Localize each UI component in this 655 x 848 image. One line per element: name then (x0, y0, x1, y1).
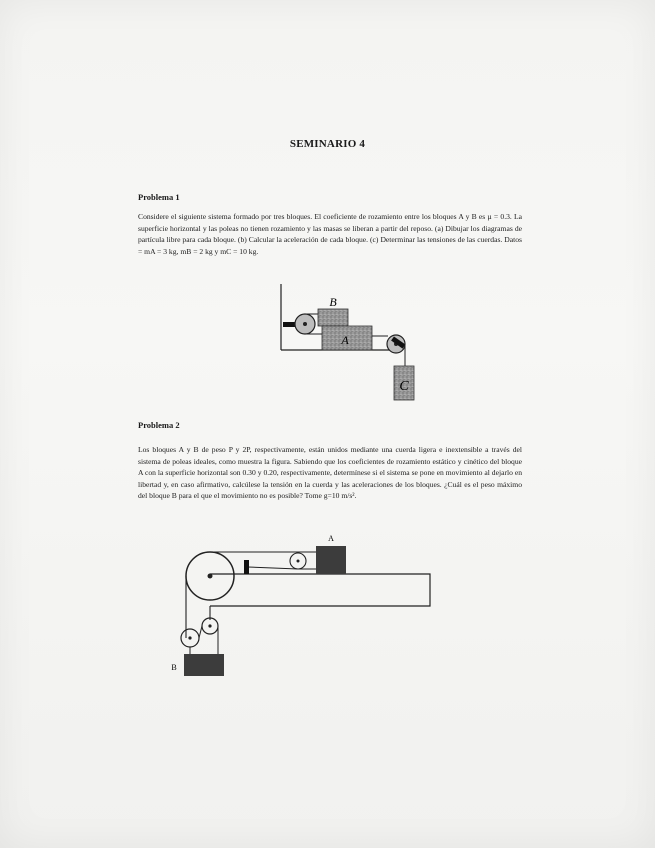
label-b: B (171, 663, 177, 672)
label-a: A (328, 534, 334, 543)
table-outline (210, 574, 430, 606)
problem-1-figure (278, 284, 418, 406)
page-title: SEMINARIO 4 (289, 138, 366, 150)
problem-2-heading: Problema 2 (138, 420, 180, 430)
block-a (316, 546, 346, 574)
problem-1-text: Considere el siguiente sistema formado por tres bloques. El coeficiente de rozamiento entre los bloques A y B es µ = 0.3. La superficie horizontal y las poleas no tienen rozamiento y las masas se liberan a partir del reposo. (a) Dibujar los diagramas de partícula libre para cada bloque. (b) Calcular la aceleración de cada bloque. (c) Determinar las tensiones de las cuerdas. Datos = mA = 3 kg, mB = 2 kg y mC = 10 kg. (138, 212, 522, 256)
label-b: B (329, 295, 337, 309)
problem-1-heading: Problema 1 (138, 192, 180, 202)
problem-2-figure (166, 530, 446, 680)
problem-2-text: Los bloques A y B de peso P y 2P, respectivamente, están unidos mediante una cuerda ligera e inextensible a través del sistema de poleas ideales, como muestra la figura. Sabiendo que los coeficientes de rozamiento estático y cinético del bloque A con la superficie horizontal son 0.30 y 0.20, respectivamente, determínese si el sistema se pone en movimiento al dejarlo en libertad y, en caso afirmativo, calcúlese la tensión en la cuerda y las aceleraciones de los bloques. ¿Cuál es el peso máximo del bloque B para el que el movimiento no es posible? Tome g=10 m/s². (138, 445, 522, 501)
block-b (184, 654, 224, 676)
block-b (318, 309, 348, 326)
anchor-post (244, 560, 249, 574)
label-c: C (399, 379, 409, 394)
label-a: A (341, 333, 349, 347)
